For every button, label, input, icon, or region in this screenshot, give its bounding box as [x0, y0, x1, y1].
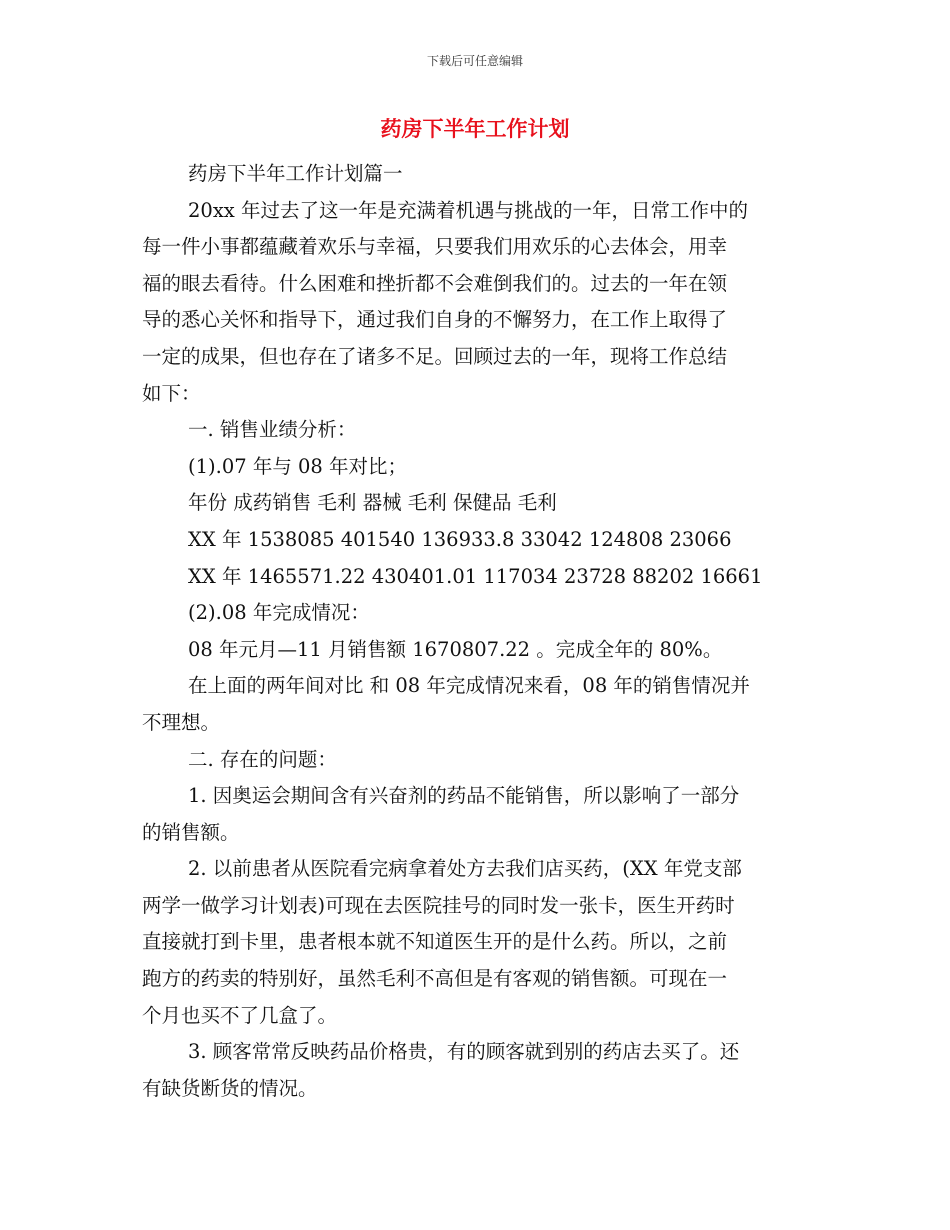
list-item-line: 的销售额。 — [142, 820, 240, 844]
table-row-line: XX 年 1538085 401540 136933.8 33042 124808 23066 — [188, 527, 732, 551]
paragraph-line: 在上面的两年间对比 和 08 年完成情况来看，08 年的销售情况并 — [188, 674, 750, 698]
paragraph-line: 每一件小事都蕴藏着欢乐与幸福，只要我们用欢乐的心去体会，用幸 — [142, 235, 728, 259]
list-item-line: 跑方的药卖的特别好，虽然毛利不高但是有客观的销售额。可现在一 — [142, 967, 728, 991]
paragraph-line: 08 年元月—11 月销售额 1670807.22 。完成全年的 80%。 — [188, 637, 723, 661]
list-item-line: 3. 顾客常常反映药品价格贵，有的顾客就到别的药店去买了。还 — [188, 1040, 740, 1064]
list-item-line: 1. 因奥运会期间含有兴奋剂的药品不能销售，所以影响了一部分 — [188, 784, 740, 808]
list-item-line: 有缺货断货的情况。 — [142, 1076, 318, 1100]
subsection-heading: (1).07 年与 08 年对比； — [188, 454, 408, 478]
paragraph-line: 福的眼去看待。什么困难和挫折都不会难倒我们的。过去的一年在领 — [142, 271, 728, 295]
document-title: 药房下半年工作计划 — [380, 117, 570, 141]
header-note: 下载后可任意编辑 — [426, 54, 523, 68]
list-item-line: 直接就打到卡里，患者根本就不知道医生开的是什么药。所以，之前 — [142, 930, 728, 954]
section-heading: 一. 销售业绩分析： — [188, 418, 357, 442]
section-heading: 二. 存在的问题： — [188, 747, 337, 771]
paragraph-line: 20xx 年过去了这一年是充满着机遇与挑战的一年，日常工作中的 — [188, 198, 749, 222]
table-header-line: 年份 成药销售 毛利 器械 毛利 保健品 毛利 — [188, 491, 557, 515]
list-item-line: 个月也买不了几盒了。 — [142, 1003, 338, 1027]
subsection-heading: (2).08 年完成情况： — [188, 601, 370, 625]
list-item-line: 2. 以前患者从医院看完病拿着处方去我们店买药，(XX 年党支部 — [188, 857, 742, 881]
section-heading: 药房下半年工作计划篇一 — [188, 162, 403, 185]
table-row-line: XX 年 1465571.22 430401.01 117034 23728 88202 16661 — [188, 564, 763, 588]
document-body — [142, 156, 810, 1107]
paragraph-line: 如下： — [142, 381, 201, 405]
paragraph-line: 导的悉心关怀和指导下，通过我们自身的不懈努力，在工作上取得了 — [142, 308, 728, 332]
list-item-line: 两学一做学习计划表)可现在去医院挂号的同时发一张卡，医生开药时 — [142, 893, 735, 917]
paragraph-line: 一定的成果，但也存在了诸多不足。回顾过去的一年，现将工作总结 — [142, 344, 728, 368]
paragraph-line: 不理想。 — [142, 710, 221, 734]
